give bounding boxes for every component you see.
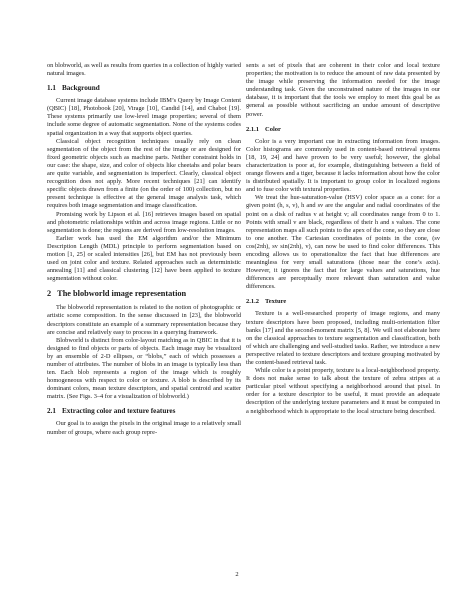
blobworld-section-heading: 2 The blobworld image representation (47, 289, 187, 299)
texture-paragraph: While color is a point property, texture is a local-neighborhood property. It does not make sense to talk about the texture of zebra stripes at a particular pixel without specifying a neighborhood around that pixel. In order for a texture descriptor to be useful, it must provide an adequate description of the underlying texture parameters and it must be computed in a neighborhood which is appropriate to the local structure being described. (246, 367, 440, 415)
extracting-features-heading: 2.1 Extracting color and texture features (47, 407, 176, 416)
left-column (47, 62, 241, 437)
extracting-continuation-paragraph: sents a set of pixels that are coherent in their color and local texture properties; the motivation is to reduce the amount of raw data presented by the image while preserving the information needed for the image understanding task. Given the unconstrained nature of the images in our database, it is important that the tools we employ to meet this goal be as general as possible without sacrificing an undue amount of descriptive power. (246, 62, 440, 118)
page-number: 2 (235, 571, 239, 578)
blobworld-paragraph: The blobworld representation is related to the notion of photographic or artistic scene composition. In the sense discussed in [23], the blobworld descriptors constitute an example of a summary representation because they are concise and relatively easy to process in a querying framework. (47, 304, 241, 336)
background-paragraph: Earlier work has used the EM algorithm and/or the Minimum Description Length (MDL) principle to perform segmentation based on motion [1, 25] or scaled intensities [26], but EM has not previously been used on joint color and texture. Related approaches such as deterministic annealing [11] and classical clustering [12] have been applied to texture segmentation without color. (47, 234, 241, 283)
background-heading: 1.1 Background (47, 84, 100, 93)
color-paragraph: We treat the hue-saturation-value (HSV) color space as a cone: for a given point (h, s, v), h and sv are the angular and radial coordinates of the point on a disk of radius v at height v; all coordinates range from 0 to 1. Points with small v are black, regardless of their h and s values. The cone representation maps all such points to the apex of the cone, so they are close to one another. The Cartesian coordinates of points in the cone, (sv cos(2πh), sv sin(2πh), v), can now be used to find color differences. This encoding allows us to operationalize the fact that hue differences are meaningless for very small saturations (those near the cone’s axis). However, it ignores the fact that for large values and saturations, hue differences are perceptually more relevant than saturation and value differences. (246, 194, 440, 291)
background-paragraph: Classical object recognition techniques usually rely on clean segmentation of the object from the rest of the image or are designed for fixed geometric objects such as machine parts. Neither constraint holds in our case: the shape, size, and color of objects like cheetahs and polar bears are quite variable, and segmentation is imperfect. Clearly, classical object recognition does not apply. More recent techniques [21] can identify specific objects drawn from a finite (on the order of 100) collection, but no present technique is effective at the general image analysis task, which requires both image segmentation and image classification. (47, 137, 241, 210)
texture-paragraph: Texture is a well-researched property of image regions, and many texture descriptors have been proposed, including multi-orientation filter banks [17] and the second-moment matrix [5, 8]. We will not elaborate here on the classical approaches to texture segmentation and classification, both of which are challenging and well-studied tasks. Rather, we introduce a new perspective related to texture descriptors and texture grouping motivated by the content-based retrieval task. (246, 310, 440, 366)
background-paragraph: Promising work by Lipson et al. [16] retrieves images based on spatial and photometric relationships within and across image regions. Little or no segmentation is done; the regions are derived from low-resolution images. (47, 210, 241, 234)
blobworld-paragraph: Blobworld is distinct from color-layout matching as in QBIC in that it is designed to find objects or parts of objects. Each image may be visualized by an ensemble of 2-D ellipses, or “blobs,” each of which possesses a number of attributes. The number of blobs in an image is typically less than ten. Each blob represents a region of the image which is roughly homogeneous with respect to color or texture. A blob is described by its dominant colors, mean texture descriptors, and spatial centroid and scatter matrix. (See Figs. 3–4 for a visualization of blobworld.) (47, 336, 241, 401)
color-paragraph: Color is a very important cue in extracting information from images. Color histograms are commonly used in content-based retrieval systems [18, 19, 24] and have proven to be very useful; however, the global characterization is poor at, for example, distinguishing between a field of orange flowers and a tiger, because it lacks information about how the color is distributed spatially. It is important to group color in localized regions and to fuse color with textural properties. (246, 137, 440, 194)
texture-heading: 2.1.2 Texture (246, 298, 287, 306)
extracting-paragraph: Our goal is to assign the pixels in the original image to a relatively small number of groups, where each group repre- (47, 420, 241, 436)
background-paragraph: Current image database systems include IBM’s Query by Image Content (QBIC) [18], Photobook [20], Virage [10], Candid [14], and Chabot [19]. These systems primarily use low-level image properties; several of them include some degree of automatic segmentation. None of the systems codes spatial organization in a way that supports object queries. (47, 97, 241, 137)
color-heading: 2.1.1 Color (246, 125, 281, 133)
intro-tail-paragraph: on blobworld, as well as results from queries in a collection of highly varied natural images. (47, 62, 241, 78)
right-column (246, 62, 440, 416)
